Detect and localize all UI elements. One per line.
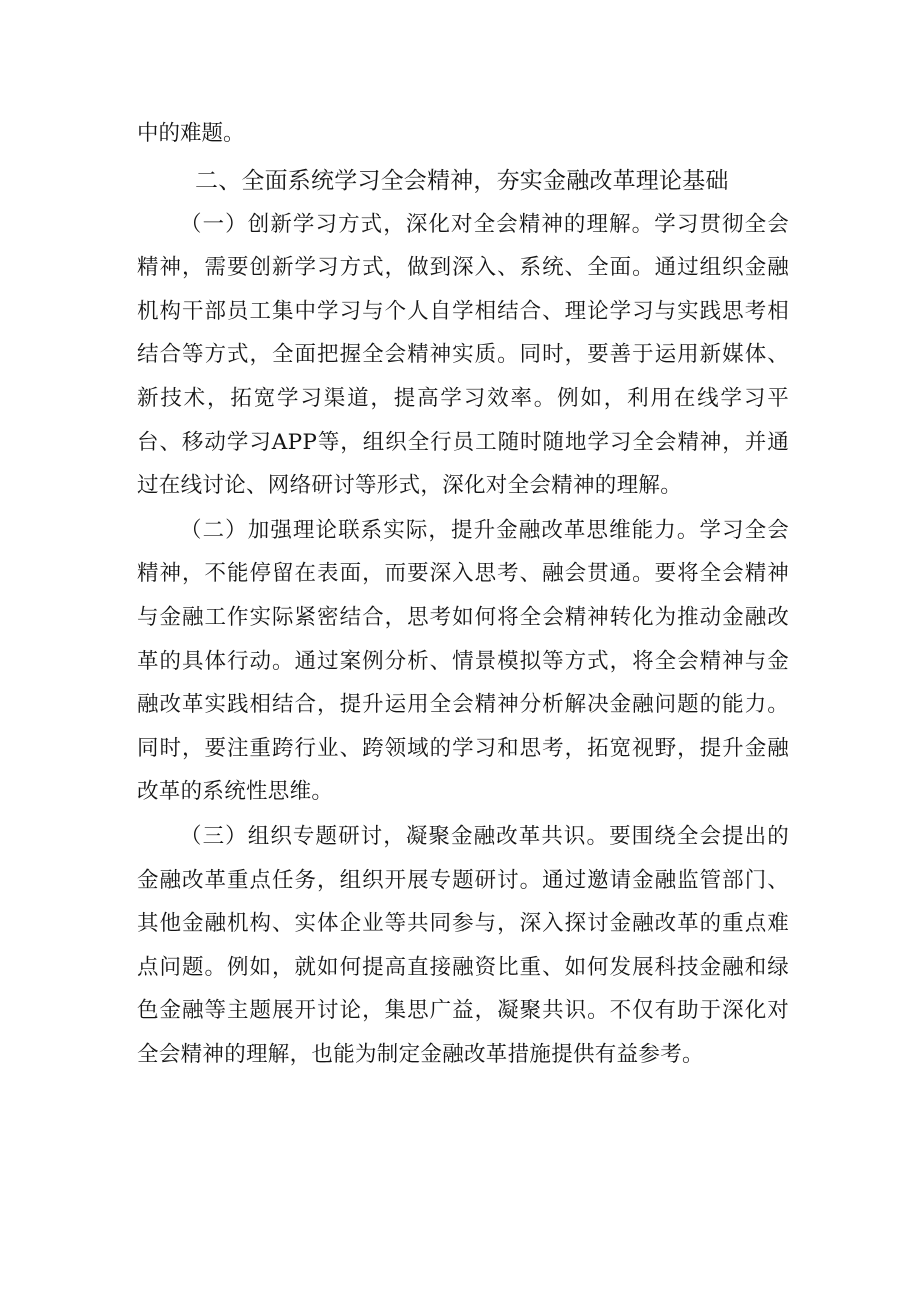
paragraph-2: （二）加强理论联系实际，提升金融改革思维能力。学习全会精神，不能停留在表面，而要深入思考、融会贯通。要将全会精神与金融工作实际紧密结合，思考如何将全会精神转化为推动金融改革的具体行动。通过案例分析、情景模拟等方式，将全会精神与金融改革实践相结合，提升运用全会精神分析解决金融问题的能力。同时，要注重跨行业、跨领域的学习和思考，拓宽视野，提升金融改革的系统性思维。 <box>137 517 789 805</box>
paragraph-3: （三）组织专题研讨，凝聚金融改革共识。要围绕全会提出的金融改革重点任务，组织开展专题研讨。通过邀请金融监管部门、其他金融机构、实体企业等共同参与，深入探讨金融改革的重点难点问题。例如，就如何提高直接融资比重、如何发展科技金融和绿色金融等主题展开讨论，集思广益，凝聚共识。不仅有助于深化对全会精神的理解，也能为制定金融改革措施提供有益参考。 <box>137 823 789 1067</box>
document-page <box>137 112 789 1076</box>
leading-text-fragment: 中的难题。 <box>137 121 245 146</box>
section-heading: 二、全面系统学习全会精神，夯实金融改革理论基础 <box>195 167 729 194</box>
paragraph-1: （一）创新学习方式，深化对全会精神的理解。学习贯彻全会精神，需要创新学习方式，做到深入、系统、全面。通过组织金融机构干部员工集中学习与个人自学相结合、理论学习与实践思考相结合等方式，全面把握全会精神实质。同时，要善于运用新媒体、新技术，拓宽学习渠道，提高学习效率。例如，利用在线学习平台、移动学习APP等，组织全行员工随时随地学习全会精神，并通过在线讨论、网络研讨等形式，深化对全会精神的理解。 <box>137 211 789 499</box>
